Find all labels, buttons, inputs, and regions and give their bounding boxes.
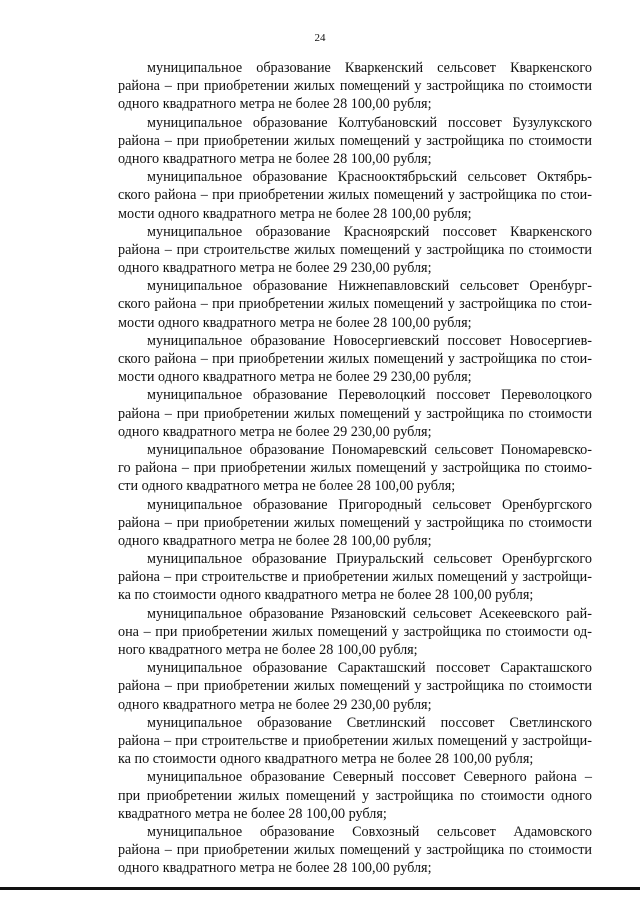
paragraph [118, 332, 592, 387]
paragraph [118, 168, 592, 223]
paragraph [118, 823, 592, 878]
text-line: при приобретении жилых помещений у застройщика по стоимости одного [118, 787, 592, 804]
paragraph [118, 550, 592, 605]
text-line: сти одного квадратного метра не более 28 100,00 рубля; [118, 478, 456, 495]
text-line: муниципальное образование Кваркенский сельсовет Кваркенского [147, 60, 592, 76]
text-line: муниципальное образование Совхозный сельсовет Адамовского [147, 823, 592, 840]
text-line: ка по стоимости одного квадратного метра не более 28 100,00 рубля; [118, 587, 534, 604]
text-line: го района – при приобретении жилых помещений у застройщика по стоимо- [118, 460, 592, 477]
text-line: муниципальное образование Переволоцкий поссовет Переволоцкого [147, 387, 592, 404]
paragraph [118, 605, 592, 660]
text-line: района – при строительстве и приобретении жилых помещений у застройщи- [118, 569, 592, 586]
text-line: муниципальное образование Пономаревский сельсовет Пономаревско- [147, 441, 592, 458]
text-line: одного квадратного метра не более 29 230,00 рубля; [118, 260, 432, 277]
text-line: одного квадратного метра не более 29 230,00 рубля; [118, 423, 432, 440]
text-line: ского района – при приобретении жилых помещений у застройщика по стои- [118, 351, 592, 367]
text-line: муниципальное образование Колтубановский поссовет Бузулукского [147, 114, 592, 131]
text-line: ка по стоимости одного квадратного метра не более 28 100,00 рубля; [118, 751, 534, 768]
text-line: района – при приобретении жилых помещений у застройщика по стоимости [118, 842, 592, 859]
paragraph [118, 441, 592, 496]
text-line: муниципальное образование Саракташский поссовет Саракташского [147, 660, 592, 677]
text-line: мости одного квадратного метра не более 28 100,00 рубля; [118, 205, 472, 222]
text-line: муниципальное образование Пригородный сельсовет Оренбургского [147, 496, 592, 513]
bottom-rule [0, 887, 640, 890]
text-line: одного квадратного метра не более 28 100,00 рубля; [118, 860, 432, 877]
text-line: района – при приобретении жилых помещений у застройщика по стоимости [118, 405, 592, 422]
text-line: ского района – при приобретении жилых помещений у застройщика по стои- [118, 187, 592, 204]
text-line: муниципальное образование Краснооктябрьский сельсовет Октябрь- [147, 169, 592, 186]
paragraph [118, 496, 592, 551]
text-line: района – при приобретении жилых помещений у застройщика по стоимости [118, 78, 592, 95]
paragraph [118, 768, 592, 823]
text-line: муниципальное образование Новосергиевский поссовет Новосергиев- [147, 332, 592, 349]
text-line: мости одного квадратного метра не более 29 230,00 рубля; [118, 369, 472, 386]
text-line: одного квадратного метра не более 28 100,00 рубля; [118, 96, 432, 113]
text-line: района – при приобретении жилых помещений у застройщика по стоимости [118, 132, 592, 149]
paragraph [118, 659, 592, 714]
text-line: одного квадратного метра не более 28 100,00 рубля; [118, 532, 432, 549]
text-line: муниципальное образование Рязановский сельсовет Асекеевского рай- [147, 605, 592, 622]
paragraph [118, 277, 592, 332]
text-line: муниципальное образование Северный поссовет Северного района – [147, 769, 592, 786]
text-line: района – при приобретении жилых помещений у застройщика по стоимости [118, 678, 592, 695]
text-line: одного квадратного метра не более 29 230,00 рубля; [118, 696, 432, 713]
text-line: муниципальное образование Красноярский поссовет Кваркенского [147, 223, 592, 240]
paragraph [118, 386, 592, 441]
text-line: одного квадратного метра не более 28 100,00 рубля; [118, 150, 432, 167]
paragraph [118, 714, 592, 769]
document-body [118, 59, 592, 877]
text-line: района – при строительстве жилых помещений у застройщика по стоимости [118, 241, 592, 258]
page-number: 24 [314, 32, 326, 44]
paragraph [118, 223, 592, 278]
text-line: муниципальное образование Светлинский поссовет Светлинского [147, 714, 592, 731]
text-line: района – при приобретении жилых помещений у застройщика по стоимости [118, 514, 592, 531]
text-line: мости одного квадратного метра не более 28 100,00 рубля; [118, 314, 472, 331]
text-line: района – при строительстве и приобретении жилых помещений у застройщи- [118, 732, 592, 749]
text-line: квадратного метра не более 28 100,00 рубля; [118, 805, 387, 822]
text-line: муниципальное образование Нижнепавловский сельсовет Оренбург- [147, 278, 592, 295]
text-line: муниципальное образование Приуральский сельсовет Оренбургского [147, 551, 592, 568]
text-line: она – при приобретении жилых помещений у застройщика по стоимости од- [118, 623, 592, 640]
paragraph [118, 59, 592, 114]
paragraph [118, 114, 592, 169]
text-line: ного квадратного метра не более 28 100,00 рубля; [118, 642, 418, 658]
text-line: ского района – при приобретении жилых помещений у застройщика по стои- [118, 296, 592, 313]
